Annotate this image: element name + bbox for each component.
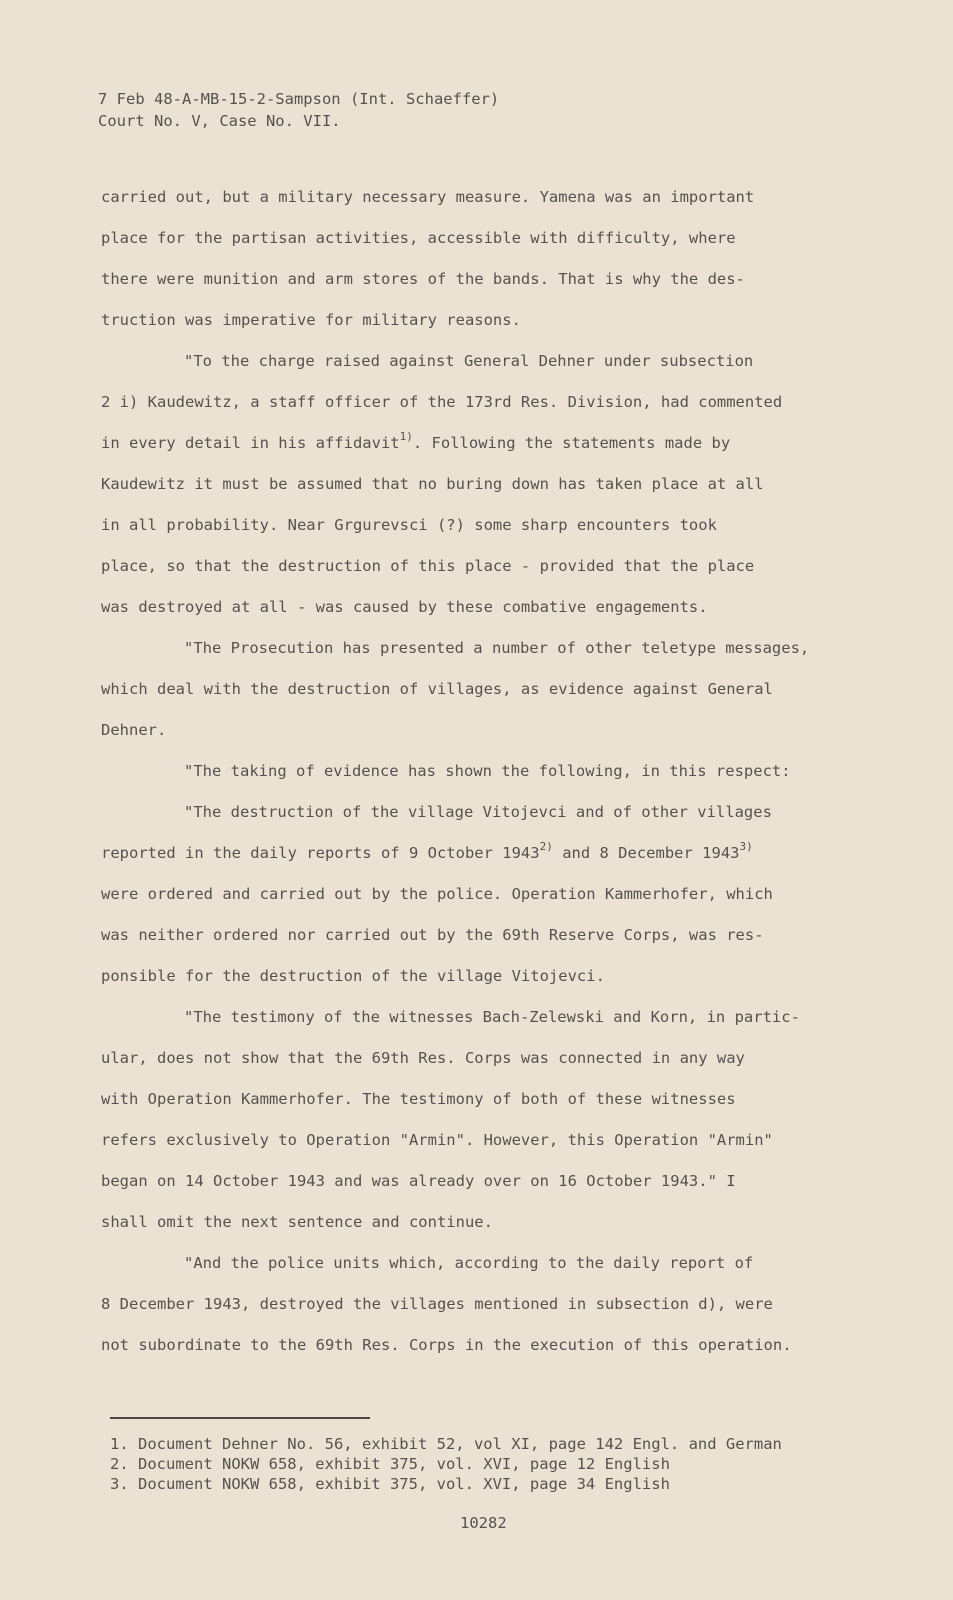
footnote-1: 1. Document Dehner No. 56, exhibit 52, vol XI, page 142 Engl. and German [110, 1435, 782, 1453]
body-line-11: was destroyed at all - was caused by these combative engagements. [101, 598, 708, 616]
body-line-27: "And the police units which, according to the daily report of [184, 1254, 754, 1272]
header-line-1: 7 Feb 48-A-MB-15-2-Sampson (Int. Schaeffer) [98, 90, 500, 108]
body-line-26: shall omit the next sentence and continue. [101, 1213, 493, 1231]
body-line-7 [101, 430, 731, 452]
header-line-2: Court No. V, Case No. VII. [98, 112, 341, 130]
footnote-ref-2: 2) [539, 840, 553, 853]
body-line-17-text: reported in the daily reports of 9 October 1943 [101, 844, 540, 862]
body-line-29: not subordinate to the 69th Res. Corps in the execution of this operation. [101, 1336, 792, 1354]
body-line-6: 2 i) Kaudewitz, a staff officer of the 173rd Res. Division, had commented [101, 393, 783, 411]
body-line-17-mid: and 8 December 1943 [552, 844, 740, 862]
body-line-8: Kaudewitz it must be assumed that no buring down has taken place at all [101, 475, 764, 493]
body-line-4: truction was imperative for military reasons. [101, 311, 521, 329]
footnote-2: 2. Document NOKW 658, exhibit 375, vol. XVI, page 12 English [110, 1455, 670, 1473]
footnote-3: 3. Document NOKW 658, exhibit 375, vol. XVI, page 34 English [110, 1475, 670, 1493]
body-line-16: "The destruction of the village Vitojevci and of other villages [184, 803, 772, 821]
body-line-22: ular, does not show that the 69th Res. Corps was connected in any way [101, 1049, 745, 1067]
body-line-19: was neither ordered nor carried out by the 69th Reserve Corps, was res- [101, 926, 764, 944]
body-line-23: with Operation Kammerhofer. The testimony of both of these witnesses [101, 1090, 736, 1108]
body-line-15: "The taking of evidence has shown the following, in this respect: [184, 762, 791, 780]
page-number: 10282 [460, 1514, 507, 1532]
body-line-28: 8 December 1943, destroyed the villages mentioned in subsection d), were [101, 1295, 773, 1313]
body-line-5: "To the charge raised against General Dehner under subsection [184, 352, 754, 370]
body-line-25: began on 14 October 1943 and was already over on 16 October 1943." I [101, 1172, 736, 1190]
body-line-17 [101, 840, 753, 862]
body-line-3: there were munition and arm stores of the bands. That is why the des- [101, 270, 745, 288]
footnotes [110, 1434, 782, 1494]
body-line-7-text: in every detail in his affidavit [101, 434, 400, 452]
body-line-20: ponsible for the destruction of the village Vitojevci. [101, 967, 605, 985]
body-line-14: Dehner. [101, 721, 167, 739]
body-line-9: in all probability. Near Grgurevsci (?) some sharp encounters took [101, 516, 717, 534]
body-line-13: which deal with the destruction of villages, as evidence against General [101, 680, 773, 698]
footnote-ref-3: 3) [739, 840, 753, 853]
body-line-1: carried out, but a military necessary measure. Yamena was an important [101, 188, 755, 206]
body-line-10: place, so that the destruction of this place - provided that the place [101, 557, 755, 575]
body-line-21: "The testimony of the witnesses Bach-Zelewski and Korn, in partic- [184, 1008, 800, 1026]
body-line-2: place for the partisan activities, accessible with difficulty, where [101, 229, 736, 247]
body-line-12: "The Prosecution has presented a number of other teletype messages, [184, 639, 810, 657]
footnote-divider [110, 1417, 370, 1419]
body-line-7-rest: . Following the statements made by [412, 434, 731, 452]
body-line-18: were ordered and carried out by the police. Operation Kammerhofer, which [101, 885, 773, 903]
body-line-24: refers exclusively to Operation "Armin". However, this Operation "Armin" [101, 1131, 773, 1149]
document-header [98, 88, 499, 132]
footnote-ref-1: 1) [399, 430, 413, 443]
